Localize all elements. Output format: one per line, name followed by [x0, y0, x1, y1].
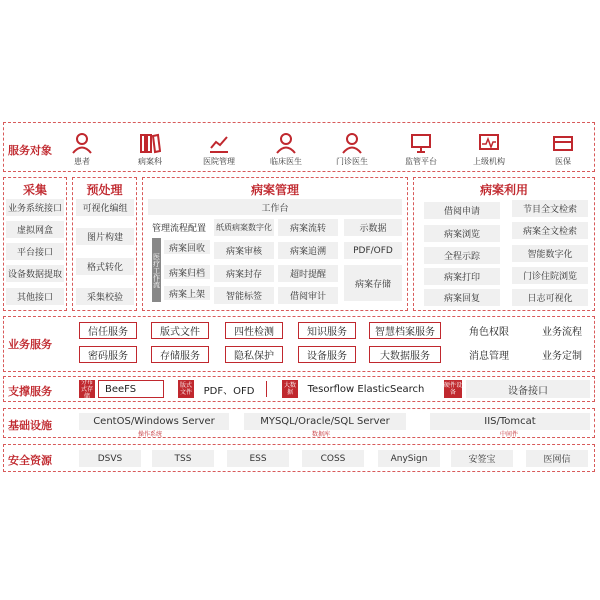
- preprocess-title: 预处理: [86, 183, 123, 197]
- biz-service: 存储服务: [151, 346, 209, 363]
- record-use-item: 全程示踪: [424, 247, 500, 264]
- biz-label: 业务服务: [8, 338, 52, 351]
- collect-title: 采集: [22, 183, 47, 197]
- service-object-regulator: 监管平台: [391, 132, 451, 167]
- record-mgmt-cell: 病案归档: [164, 265, 210, 279]
- record-mgmt-cell: 病案封存: [214, 265, 274, 282]
- service-object-outpatient-doctor: 门诊医生: [322, 132, 382, 167]
- collect-item: 平台接口: [6, 243, 64, 260]
- record-mgmt-cell: 病案存储: [344, 265, 402, 301]
- support-tag: 分布式存储: [80, 378, 93, 400]
- collect-item: 业务系统接口: [6, 199, 64, 216]
- support-tag: 版式文件: [179, 382, 192, 396]
- service-objects-label: 服务对象: [8, 144, 52, 157]
- infra-sub: 中间件: [500, 431, 519, 438]
- record-mgmt-vertical-bar: 医疗工作流: [152, 238, 161, 302]
- security-item: 医网信: [526, 450, 588, 467]
- infra-label: 基础设施: [8, 419, 52, 432]
- biz-service: 版式文件: [151, 322, 209, 339]
- support-item: Tesorflow ElasticSearch: [307, 383, 425, 395]
- service-object-superior: 上级机构: [459, 132, 519, 167]
- infra-sub: 操作系统: [138, 431, 163, 438]
- books-icon: [139, 132, 161, 154]
- record-use-item: 借阅申请: [424, 202, 500, 219]
- service-object-hospital-mgmt: 医院管理: [189, 132, 249, 167]
- record-use-item: 病案全文检索: [512, 222, 588, 239]
- preprocess-item: 可视化编组: [76, 199, 134, 216]
- security-item: COSS: [302, 450, 364, 467]
- record-mgmt-cell: 病案追溯: [278, 242, 338, 259]
- card-icon: [552, 132, 574, 154]
- collect-item: 其他接口: [6, 288, 64, 305]
- record-mgmt-cell: 智能标签: [214, 287, 274, 304]
- biz-service: 大数据服务: [369, 346, 441, 363]
- infra-item: CentOS/Windows Server: [79, 413, 229, 430]
- person-icon: [275, 132, 297, 154]
- service-object-patient: 患者: [52, 132, 112, 167]
- record-use-item: 节目全文检索: [512, 200, 588, 217]
- collect-item: 设备数据提取: [6, 265, 64, 282]
- record-mgmt-cell: 超时提醒: [278, 265, 338, 282]
- security-label: 安全资源: [8, 454, 52, 467]
- record-use-item: 病案打印: [424, 268, 500, 285]
- security-item: DSVS: [79, 450, 141, 467]
- security-item: 安签宝: [451, 450, 513, 467]
- record-mgmt-cell: 病案上架: [164, 286, 210, 300]
- record-use-item: 病案浏览: [424, 225, 500, 242]
- service-object-records-dept: 病案科: [120, 132, 180, 167]
- security-item: ESS: [227, 450, 289, 467]
- person-icon: [341, 132, 363, 154]
- chart-icon: [208, 132, 230, 154]
- record-mgmt-cell: PDF/OFD: [344, 242, 402, 259]
- infra-item: MYSQL/Oracle/SQL Server: [244, 413, 406, 430]
- record-mgmt-title: 病案管理: [250, 183, 299, 197]
- preprocess-item: 图片构建: [76, 228, 134, 245]
- biz-service: 业务流程: [542, 327, 582, 338]
- record-use-item: 门诊住院浏览: [512, 267, 588, 284]
- biz-service: 角色权限: [469, 327, 509, 338]
- service-object-clinical-doctor: 临床医生: [256, 132, 316, 167]
- infra-sub: 数据库: [312, 431, 331, 438]
- service-object-insurance: 医保: [533, 132, 593, 167]
- support-item: PDF、OFD: [203, 385, 255, 397]
- support-tag: 大数据: [283, 382, 296, 396]
- preprocess-item: 格式转化: [76, 258, 134, 275]
- infra-item: IIS/Tomcat: [430, 413, 590, 430]
- biz-service: 业务定制: [542, 351, 582, 362]
- record-mgmt-cell: 借阅审计: [278, 287, 338, 304]
- support-divider: [266, 381, 267, 397]
- monitor-icon: [410, 132, 432, 154]
- record-mgmt-workbench: 工作台: [148, 199, 402, 215]
- pulse-icon: [478, 132, 500, 154]
- biz-service: 信任服务: [79, 322, 137, 339]
- record-use-item: 病案回复: [424, 289, 500, 306]
- record-mgmt-cell: 示数据: [344, 219, 402, 236]
- biz-service: 隐私保护: [225, 346, 283, 363]
- security-item: TSS: [152, 450, 214, 467]
- biz-service: 密码服务: [79, 346, 137, 363]
- biz-service: 四性检测: [225, 322, 283, 339]
- preprocess-item: 采集校验: [76, 288, 134, 305]
- biz-service: 消息管理: [469, 351, 509, 362]
- biz-service: 设备服务: [298, 346, 356, 363]
- support-label: 支撑服务: [8, 385, 52, 398]
- record-mgmt-cell: 管理流程配置: [151, 224, 206, 234]
- record-mgmt-cell: 病案流转: [278, 219, 338, 236]
- record-mgmt-cell: 纸质病案数字化: [214, 219, 274, 236]
- record-use-item: 日志可视化: [512, 289, 588, 306]
- support-tag: 硬件设备: [444, 382, 463, 396]
- record-use-title: 病案利用: [479, 183, 528, 197]
- security-item: AnySign: [378, 450, 440, 467]
- support-item: BeeFS: [98, 380, 164, 398]
- support-item: 设备接口: [466, 380, 590, 398]
- person-icon: [71, 132, 93, 154]
- record-mgmt-cell: 病案审核: [214, 242, 274, 259]
- record-use-item: 智能数字化: [512, 245, 588, 262]
- biz-service: 智慧档案服务: [369, 322, 441, 339]
- record-mgmt-cell: 病案回收: [164, 240, 210, 254]
- biz-service: 知识服务: [298, 322, 356, 339]
- collect-item: 虚拟网盒: [6, 221, 64, 238]
